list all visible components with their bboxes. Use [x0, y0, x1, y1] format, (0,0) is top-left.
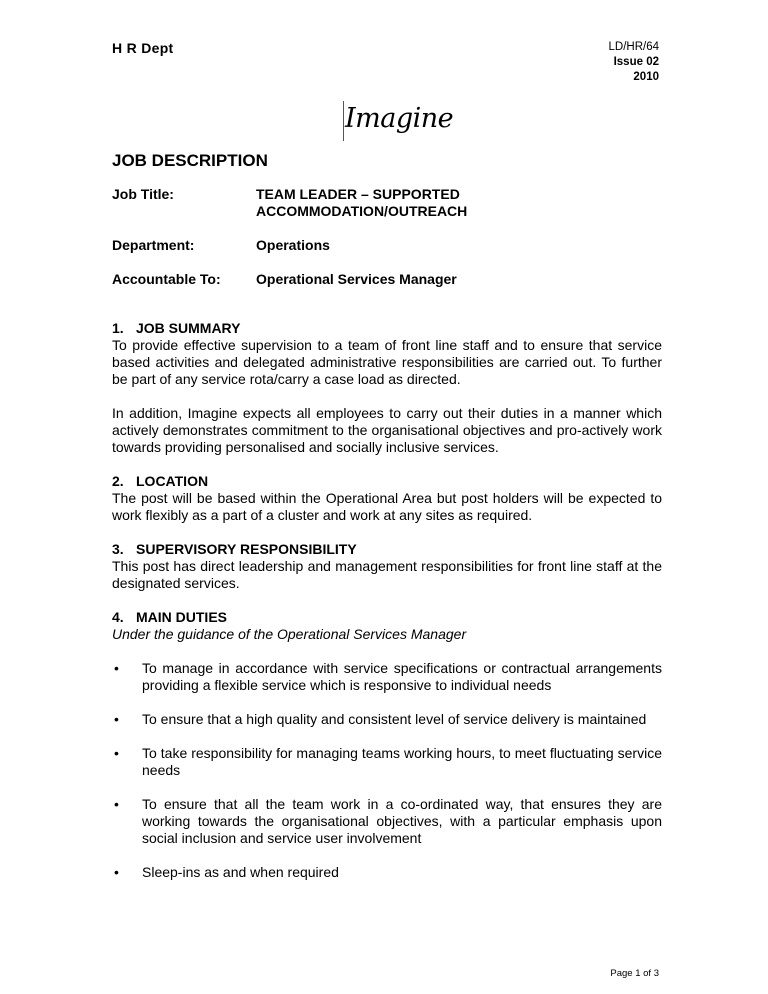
section-number: 2. — [112, 473, 124, 489]
section-number: 1. — [112, 320, 124, 336]
section-heading — [112, 320, 662, 337]
header-issue: Issue 02 — [613, 56, 659, 68]
duty-item — [112, 711, 662, 728]
meta-row-department — [112, 237, 662, 254]
document-body — [112, 152, 662, 898]
section-heading-text: JOB SUMMARY — [136, 320, 241, 336]
bullet-icon: • — [114, 660, 119, 676]
duty-item — [112, 796, 662, 847]
duty-text: To take responsibility for managing teams working hours, to meet fluctuating service needs — [142, 745, 662, 778]
duty-text: To ensure that all the team work in a co-ordinated way, that ensures they are working towards the organisational objectives, with a particular emphasis upon social inclusion and service user involvement — [142, 796, 662, 846]
bullet-icon: • — [114, 745, 119, 761]
section-paragraph: The post will be based within the Operational Area but post holders will be expected to work flexibly as a part of a cluster and work at any sites as required. — [112, 490, 662, 523]
section-heading-text: SUPERVISORY RESPONSIBILITY — [136, 541, 357, 557]
section-paragraph: This post has direct leadership and management responsibilities for front line staff at the designated services. — [112, 558, 662, 591]
meta-row-job-title — [112, 186, 662, 220]
meta-label: Accountable To: — [112, 271, 221, 287]
duties-list — [112, 660, 662, 881]
meta-label: Department: — [112, 237, 195, 253]
section-paragraph: In addition, Imagine expects all employees to carry out their duties in a manner which actively demonstrates commitment to the organisational objectives and pro-actively work towards providing personalised and socially inclusive services. — [112, 405, 662, 455]
section-job-summary — [112, 320, 662, 456]
logo-text: Imagine — [345, 103, 454, 134]
meta-value: Operations — [256, 237, 330, 253]
document-title: JOB DESCRIPTION — [112, 151, 268, 170]
meta-label: Job Title: — [112, 186, 174, 202]
section-location — [112, 473, 662, 524]
header-reference-block — [609, 40, 660, 85]
bullet-icon: • — [114, 796, 119, 812]
section-number: 4. — [112, 609, 124, 625]
meta-value: Operational Services Manager — [256, 271, 457, 287]
meta-value: TEAM LEADER – SUPPORTED ACCOMMODATION/OUTREACH — [256, 186, 468, 219]
section-supervisory-responsibility — [112, 541, 662, 592]
logo-divider — [343, 101, 344, 141]
header-department: H R Dept — [112, 40, 174, 56]
section-heading — [112, 609, 662, 626]
section-heading-text: LOCATION — [136, 473, 209, 489]
section-number: 3. — [112, 541, 124, 557]
duty-text: Sleep-ins as and when required — [142, 864, 339, 880]
bullet-icon: • — [114, 864, 119, 880]
duties-intro: Under the guidance of the Operational Services Manager — [112, 626, 467, 642]
section-heading — [112, 473, 662, 490]
section-heading-text: MAIN DUTIES — [136, 609, 227, 625]
bullet-icon: • — [114, 711, 119, 727]
header-year: 2010 — [633, 71, 659, 83]
duty-item — [112, 745, 662, 779]
page-number: Page 1 of 3 — [610, 968, 659, 979]
duty-item — [112, 660, 662, 694]
section-heading — [112, 541, 662, 558]
duty-item — [112, 864, 662, 881]
duty-text: To ensure that a high quality and consistent level of service delivery is maintained — [142, 711, 647, 727]
header-reference: LD/HR/64 — [608, 41, 659, 53]
section-main-duties — [112, 609, 662, 881]
section-paragraph: To provide effective supervision to a team of front line staff and to ensure that service based activities and delegated administrative responsibilities are carried out. To further be part of any service rota/carry a case load as directed. — [112, 337, 662, 387]
meta-row-accountable-to — [112, 271, 662, 288]
duty-text: To manage in accordance with service specifications or contractual arrangements providing a flexible service which is responsive to individual needs — [142, 660, 662, 693]
